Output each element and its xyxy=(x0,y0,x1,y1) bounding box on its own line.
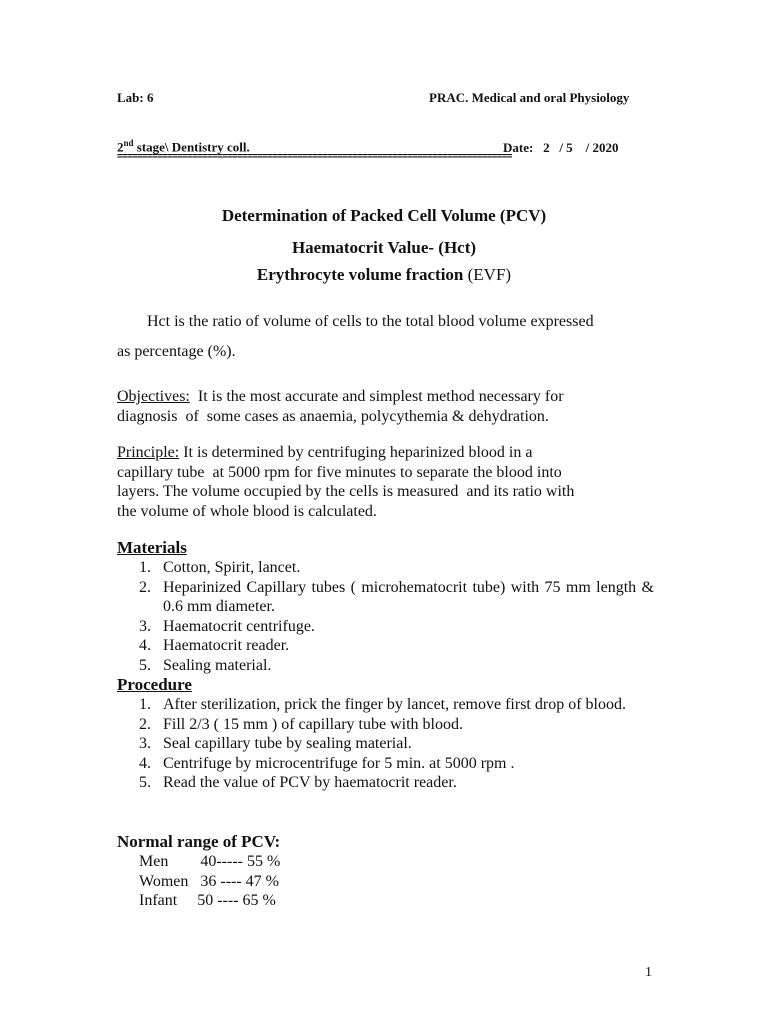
objectives-paragraph xyxy=(117,387,657,426)
procedure-item xyxy=(139,754,634,774)
item-text: Heparinized Capillary tubes ( microhematocrit tube) with 75 mm length & 0.6 mm diameter. xyxy=(163,578,654,615)
item-number: 1. xyxy=(139,696,151,713)
item-number: 2. xyxy=(139,715,151,733)
stage-superscript: nd xyxy=(123,138,134,148)
materials-item xyxy=(139,558,654,578)
procedure-item xyxy=(139,695,634,715)
item-number: 1. xyxy=(139,559,151,576)
range-row-men: Men 40----- 55 % xyxy=(139,853,281,870)
materials-list xyxy=(139,558,654,675)
intro-line-2: as percentage (%). xyxy=(117,343,236,360)
item-text: Haematocrit centrifuge. xyxy=(163,617,315,635)
course-title: PRAC. Medical and oral Physiology xyxy=(429,90,630,105)
item-text: Haematocrit reader. xyxy=(163,637,290,654)
range-row-women: Women 36 ---- 47 % xyxy=(139,872,280,890)
title-evf-rest: (EVF) xyxy=(463,265,512,284)
item-text: After sterilization, prick the finger by lancet, remove first drop of blood. xyxy=(163,696,626,713)
materials-heading: Materials xyxy=(117,538,187,557)
materials-item xyxy=(139,578,654,617)
title-evf xyxy=(0,265,768,285)
header-divider: =============================================================================== xyxy=(117,152,512,162)
item-text: Sealing material. xyxy=(163,656,272,674)
page-number: 1 xyxy=(645,965,652,980)
title-pcv: Determination of Packed Cell Volume (PCV) xyxy=(221,206,547,225)
procedure-list xyxy=(139,695,634,793)
item-text: Centrifuge by microcentrifuge for 5 min. at 5000 rpm . xyxy=(163,754,515,772)
objectives-line-2: diagnosis of some cases as anaemia, polycythemia & dehydration. xyxy=(117,407,549,425)
item-text: Cotton, Spirit, lancet. xyxy=(163,559,301,576)
title-evf-bold: Erythrocyte volume fraction xyxy=(256,265,464,284)
procedure-item xyxy=(139,773,634,793)
lab-number: Lab: 6 xyxy=(117,90,154,105)
materials-item xyxy=(139,617,654,637)
materials-item xyxy=(139,636,654,656)
principle-line-3: layers. The volume occupied by the cells is measured and its ratio with xyxy=(117,483,575,500)
procedure-item xyxy=(139,734,634,754)
principle-paragraph xyxy=(117,443,657,521)
title-hct: Haematocrit Value- (Hct) xyxy=(291,238,477,257)
principle-line-4: the volume of whole blood is calculated. xyxy=(117,502,377,520)
item-text: Read the value of PCV by haematocrit reader. xyxy=(163,774,457,791)
stage-number: 2 xyxy=(117,139,124,155)
item-number: 2. xyxy=(139,578,151,596)
principle-line-2: capillary tube at 5000 rpm for five minutes to separate the blood into xyxy=(117,463,562,481)
item-text: Fill 2/3 ( 15 mm ) of capillary tube with blood. xyxy=(163,715,463,733)
procedure-item xyxy=(139,715,634,735)
objectives-label: Objectives: xyxy=(117,388,190,405)
normal-range-heading: Normal range of PCV: xyxy=(117,832,281,851)
item-number: 3. xyxy=(139,735,151,752)
materials-item xyxy=(139,656,654,676)
procedure-heading: Procedure xyxy=(117,675,192,694)
item-number: 5. xyxy=(139,656,151,674)
objectives-line-1: It is the most accurate and simplest method necessary for xyxy=(189,388,564,405)
item-number: 3. xyxy=(139,617,151,635)
date-label: Date: 2 / 5 / 2020 xyxy=(503,140,619,155)
item-number: 5. xyxy=(139,774,151,791)
principle-label: Principle: xyxy=(117,444,180,461)
principle-line-1: It is determined by centrifuging heparinized blood in a xyxy=(179,444,533,461)
stage-text: stage\ Dentistry coll. xyxy=(133,139,250,155)
normal-range-table xyxy=(139,852,280,911)
item-number: 4. xyxy=(139,754,151,772)
range-row-infant: Infant 50 ---- 65 % xyxy=(139,892,276,909)
intro-line-1: Hct is the ratio of volume of cells to the total blood volume expressed xyxy=(147,313,594,330)
item-text: Seal capillary tube by sealing material. xyxy=(163,735,412,752)
item-number: 4. xyxy=(139,637,151,654)
